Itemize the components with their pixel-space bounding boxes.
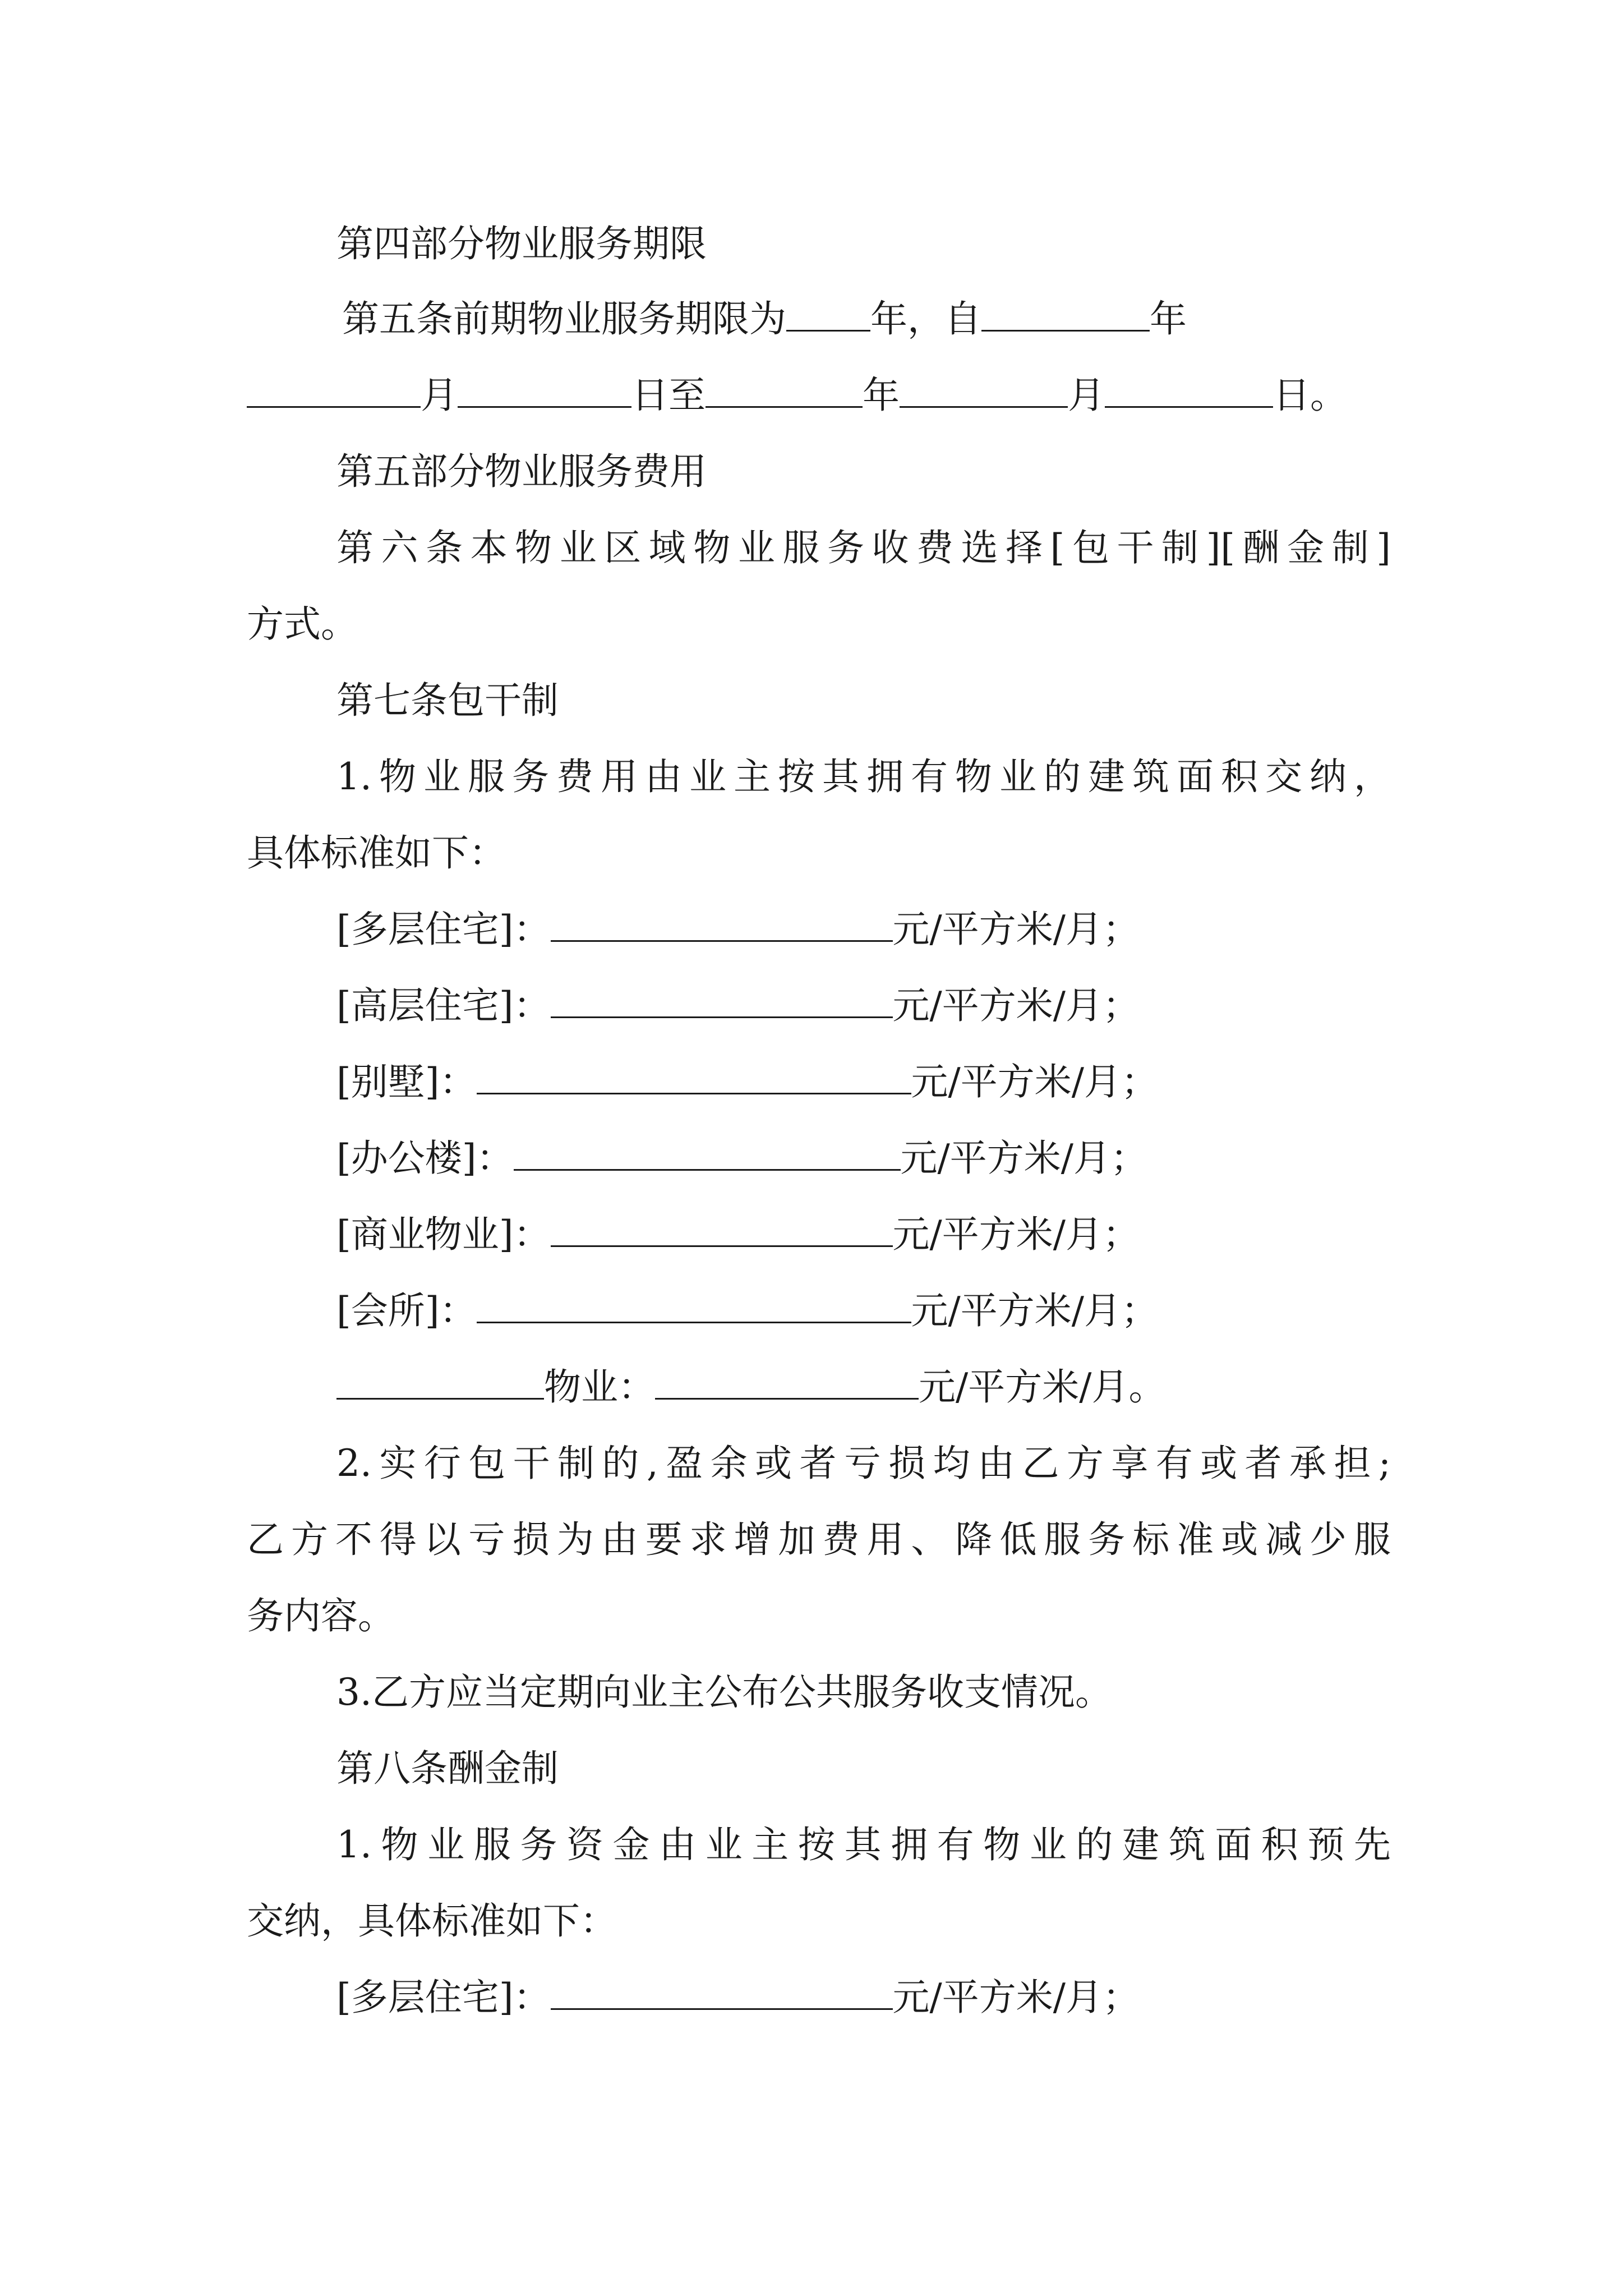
fee-row-villa xyxy=(336,1051,1391,1113)
article7-item1-line1: 1.物业服务费用由业主按其拥有物业的建筑面积交纳， xyxy=(336,755,1391,798)
article7-item2-line3: 务内容。 xyxy=(247,1594,395,1637)
article7-item3: 3.乙方应当定期向业主公布公共服务收支情况。 xyxy=(336,1671,1112,1714)
fee-unit: 元/平方米/月； xyxy=(900,1137,1147,1180)
article6-line2: 方式。 xyxy=(247,602,358,646)
fee-unit: 元/平方米/月； xyxy=(892,1976,1140,2019)
fee-blank xyxy=(551,1212,893,1247)
fee-row-office xyxy=(336,1128,1391,1189)
fee-label: [商业物业]： xyxy=(336,1213,551,1256)
fee-row-multistorey-commission xyxy=(336,1967,1391,2028)
article8-item1-line1: 1.物业服务资金由业主按其拥有物业的建筑面积预先 xyxy=(336,1823,1391,1866)
article8-heading: 第八条酬金制 xyxy=(336,1747,559,1790)
fee-label: [高层住宅]： xyxy=(336,984,551,1027)
fee-row-other xyxy=(336,1356,1391,1418)
article7-item1-line2: 具体标准如下： xyxy=(247,831,506,875)
fee-blank xyxy=(477,1289,911,1323)
start-day-blank xyxy=(458,373,631,408)
fee-label: [多层住宅]： xyxy=(336,908,551,951)
fee-row-highrise xyxy=(336,975,1391,1037)
fee-unit: 元/平方米/月； xyxy=(892,984,1140,1027)
fee-label: [办公楼]： xyxy=(336,1137,514,1180)
fee-label: [会所]： xyxy=(336,1289,477,1332)
fee-unit: 元/平方米/月； xyxy=(911,1060,1158,1103)
end-month-blank xyxy=(900,373,1068,408)
article5-text-5: 日至 xyxy=(631,374,706,417)
part4-heading: 第四部分物业服务期限 xyxy=(336,222,707,265)
end-year-blank xyxy=(706,373,863,408)
fee-label: [别墅]： xyxy=(336,1060,477,1103)
fee-unit: 元/平方米/月。 xyxy=(919,1365,1166,1409)
article6-line1: 第六条本物业区域物业服务收费选择[包干制][酬金制] xyxy=(336,526,1391,569)
article5-text-1: 第五条前期物业服务期限为 xyxy=(342,297,786,341)
fee-blank xyxy=(514,1136,901,1171)
fee-blank xyxy=(655,1365,919,1400)
fee-label: [多层住宅]： xyxy=(336,1976,551,2019)
article5-text-7: 月 xyxy=(1068,374,1105,417)
fee-row-clubhouse xyxy=(336,1280,1391,1342)
start-year-blank xyxy=(981,297,1150,332)
article5-line1 xyxy=(342,288,1396,350)
article5-text-6: 年 xyxy=(863,374,900,417)
fee-blank xyxy=(477,1060,911,1094)
fee-blank xyxy=(551,983,893,1018)
end-day-blank xyxy=(1105,373,1273,408)
article5-text-3: 年 xyxy=(1150,297,1187,341)
property-type-blank xyxy=(336,1365,544,1400)
article7-heading: 第七条包干制 xyxy=(336,679,559,722)
article5-text-4: 月 xyxy=(421,374,458,417)
start-month-blank xyxy=(247,373,421,408)
article8-item1-line2: 交纳，具体标准如下： xyxy=(247,1899,617,1943)
article5-text-2: 年，自 xyxy=(870,297,981,341)
fee-row-multistorey xyxy=(336,899,1391,960)
term-years-blank xyxy=(786,297,870,332)
fee-blank xyxy=(551,1975,893,2010)
article5-text-8: 日。 xyxy=(1273,374,1347,417)
article7-item2-line2: 乙方不得以亏损为由要求增加费用、降低服务标准或减少服 xyxy=(247,1518,1391,1561)
fee-unit: 元/平方米/月； xyxy=(892,908,1140,951)
part5-heading: 第五部分物业服务费用 xyxy=(336,450,707,493)
article5-line2 xyxy=(247,365,1391,426)
fee-unit: 元/平方米/月； xyxy=(911,1289,1158,1332)
fee-blank xyxy=(551,907,893,942)
fee-unit: 元/平方米/月； xyxy=(892,1213,1140,1256)
article7-item2-line1: 2.实行包干制的,盈余或者亏损均由乙方享有或者承担; xyxy=(336,1442,1391,1485)
fee-row-commercial xyxy=(336,1204,1391,1266)
fee-label: 物业： xyxy=(544,1365,655,1409)
